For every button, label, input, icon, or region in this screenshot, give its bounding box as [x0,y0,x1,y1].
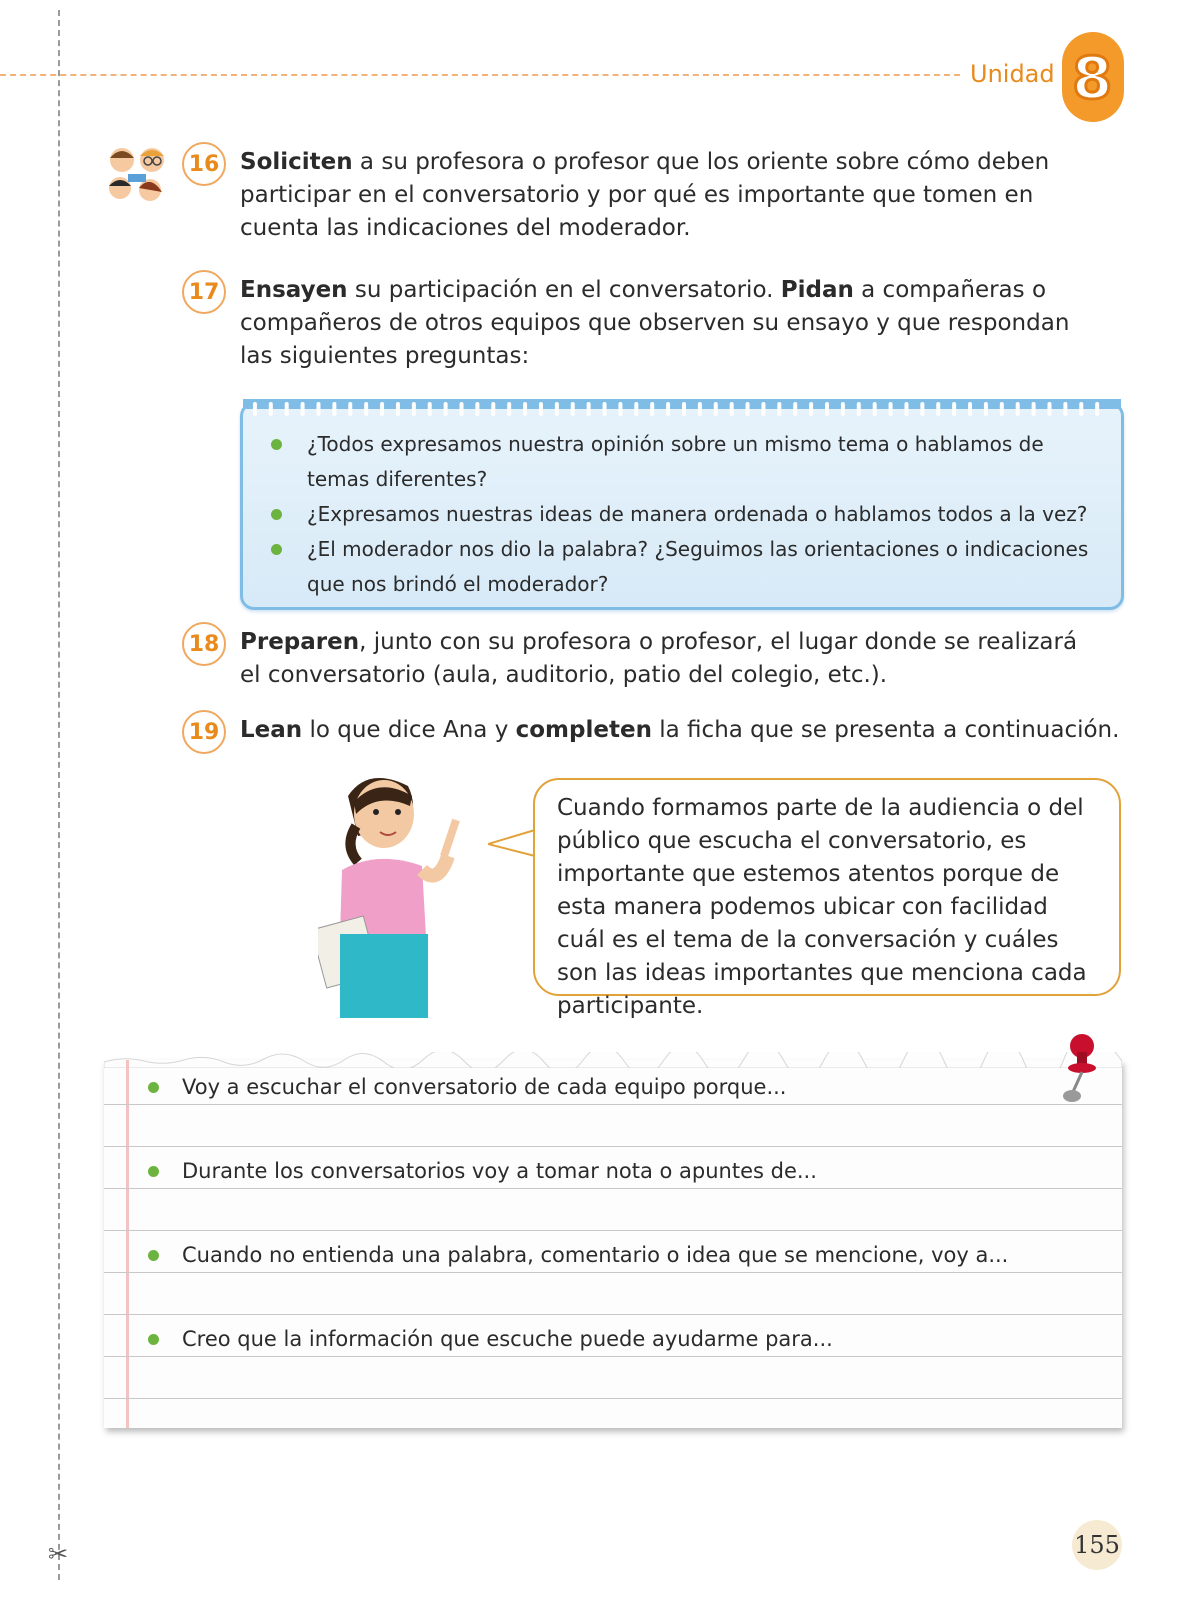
group-work-icon [104,144,170,208]
cut-line [58,10,60,1580]
writing-line [104,1356,1122,1357]
activity-19-body2: la ficha que se presenta a continuación. [651,717,1120,743]
worksheet-prompt: Voy a escuchar el conversatorio de cada equipo porque... [182,1075,787,1099]
header-dash-line [0,74,960,76]
activity-number-18: 18 [182,622,226,666]
question-item [265,497,1105,532]
question-text: ¿Expresamos nuestras ideas de manera ordenada o hablamos todos a la vez? [307,502,1088,526]
activity-17-lead2: Pidan [780,277,854,303]
activity-17-lead: Ensayen [240,277,348,303]
activity-19-body: lo que dice Ana y [302,717,516,743]
unit-label: Unidad [970,60,1055,88]
ana-illustration [318,766,490,1018]
activity-16-lead: Soliciten [240,149,353,175]
question-item [265,532,1105,602]
margin-line [126,1060,129,1428]
bullet-icon [148,1082,159,1093]
spiral-binding [243,399,1121,421]
worksheet-item [144,1324,833,1354]
activity-number-19: 19 [182,710,226,754]
worksheet-item [144,1072,786,1102]
activity-18-body: , junto con su profesora o profesor, el lugar donde se realizará el conversatorio (aula, auditorio, patio del colegio, etc.). [240,629,1078,688]
worksheet-prompt: Cuando no entienda una palabra, comentario o idea que se mencione, voy a... [182,1243,1009,1267]
activity-18-text [240,626,1100,692]
activity-16-text [240,146,1100,245]
questions-list [265,427,1105,602]
push-pin-icon [1060,1034,1100,1104]
activity-19-lead2: completen [515,717,652,743]
activity-19-lead: Lean [240,717,303,743]
bullet-icon [271,439,282,450]
question-item [265,427,1105,497]
writing-line [104,1272,1122,1273]
bullet-icon [148,1334,159,1345]
page-number: 155 [1072,1520,1122,1570]
activity-number-17: 17 [182,270,226,314]
writing-line [104,1398,1122,1399]
activity-17-text [240,274,1100,373]
activity-18-lead: Preparen [240,629,360,655]
writing-line [104,1230,1122,1231]
worksheet-item [144,1240,1008,1270]
worksheet-card [104,1060,1122,1428]
speech-bubble: Cuando formamos parte de la audiencia o del público que escucha el conversatorio, es importante que estemos atentos porque de esta manera podemos ubicar con facilidad cuál es el tema de la conversación y cuáles son las ideas importantes que menciona cada participante. [533,778,1121,996]
worksheet-prompt: Creo que la información que escuche puede ayudarme para... [182,1327,833,1351]
writing-line [104,1104,1122,1105]
bullet-icon [148,1166,159,1177]
question-text: ¿Todos expresamos nuestra opinión sobre un mismo tema o hablamos de temas diferentes? [307,432,1044,491]
activity-number-16: 16 [182,142,226,186]
writing-line [104,1188,1122,1189]
bullet-icon [271,544,282,555]
worksheet-item [144,1156,817,1186]
activity-16-body: a su profesora o profesor que los oriente sobre cómo deben participar en el conversatorio y por qué es importante que tomen en cuenta las indicaciones del moderador. [240,149,1050,241]
activity-17-body2: a compañeras o compañeros de otros equipos que observen su ensayo y que respondan las siguientes preguntas: [240,277,1070,369]
activity-19-text [240,714,1140,747]
writing-line [104,1146,1122,1147]
unit-number: 8 [1072,44,1113,112]
activity-17-body: su participación en el conversatorio. [347,277,781,303]
worksheet-prompt: Durante los conversatorios voy a tomar nota o apuntes de... [182,1159,817,1183]
bullet-icon [271,509,282,520]
questions-box [240,402,1124,610]
writing-line [104,1314,1122,1315]
bullet-icon [148,1250,159,1261]
scissors-icon: ✂ [48,1540,69,1568]
torn-edge [104,1052,1122,1068]
question-text: ¿El moderador nos dio la palabra? ¿Seguimos las orientaciones o indicaciones que nos brindó el moderador? [307,537,1089,596]
